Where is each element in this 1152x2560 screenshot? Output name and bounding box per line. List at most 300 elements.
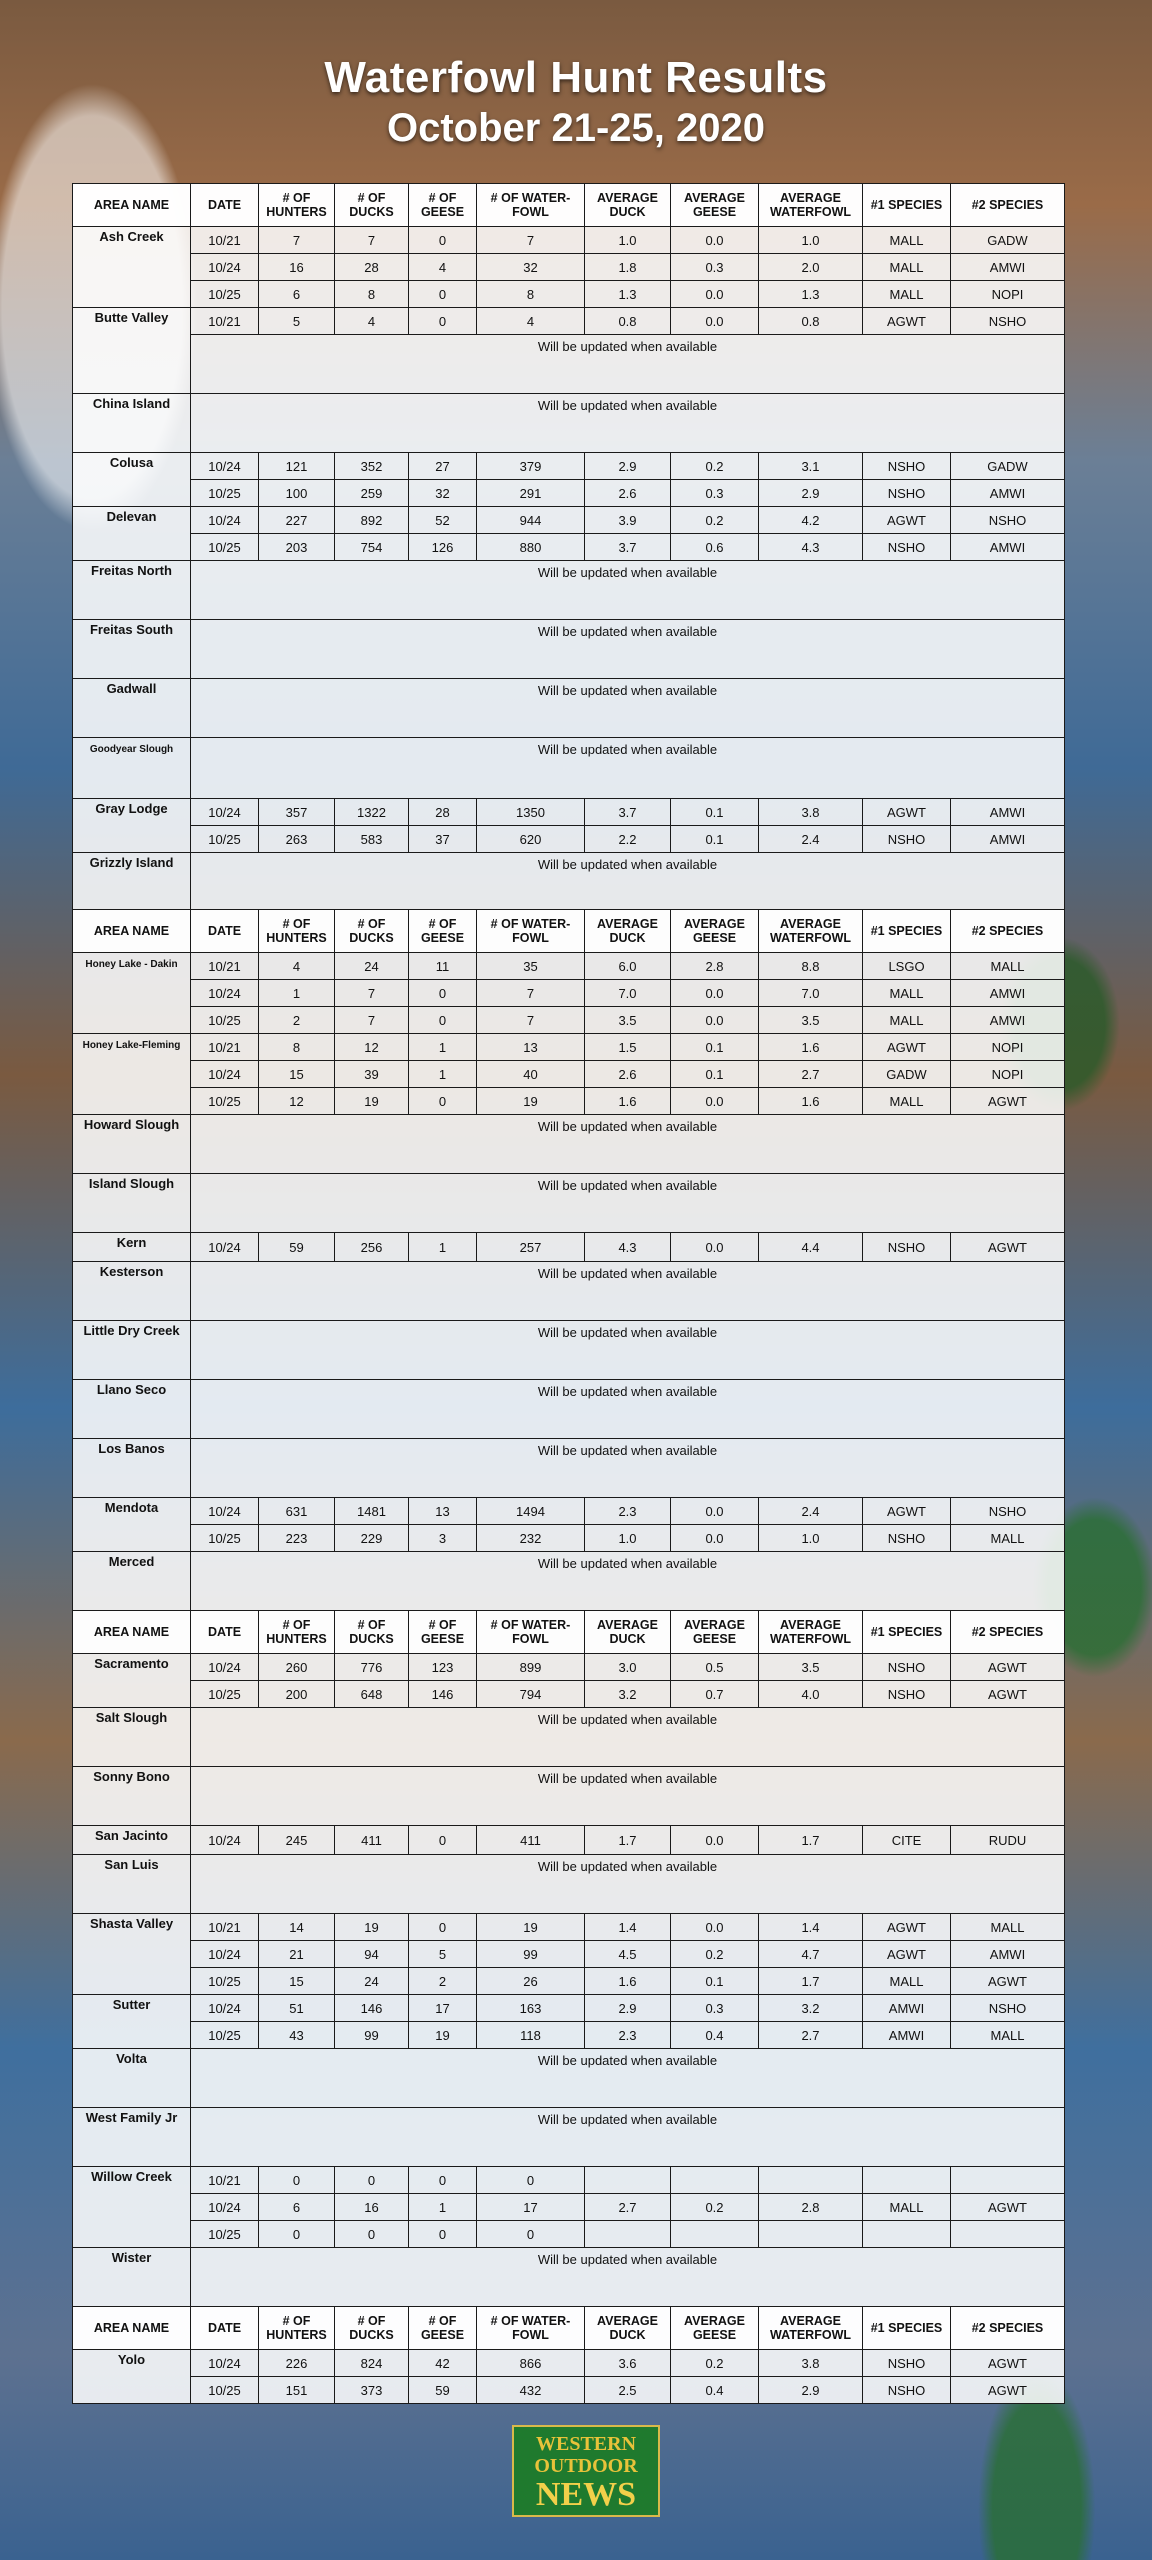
table-cell: 2.6 [585, 1061, 671, 1088]
header-row [73, 184, 1065, 227]
area-name: Mendota [73, 1498, 191, 1552]
column-header: AVERAGE DUCK [585, 910, 671, 953]
header-row [73, 1611, 1065, 1654]
table-cell: 0.0 [671, 1525, 759, 1552]
table-cell: 352 [335, 453, 409, 480]
table-row [73, 1233, 1065, 1262]
table-cell: 8 [335, 281, 409, 308]
table-cell: MALL [863, 1088, 951, 1115]
area-name: San Jacinto [73, 1826, 191, 1855]
update-row [73, 853, 1065, 910]
update-note: Will be updated when available [191, 1767, 1065, 1826]
table-row [73, 507, 1065, 534]
table-row [73, 453, 1065, 480]
table-cell: 10/24 [191, 2350, 259, 2377]
table-cell: 0 [409, 281, 477, 308]
column-header: # OF DUCKS [335, 184, 409, 227]
table-cell: 944 [477, 507, 585, 534]
table-cell: 0.0 [671, 281, 759, 308]
table-cell: 7 [335, 227, 409, 254]
table-cell: 4.4 [759, 1233, 863, 1262]
table-cell: 26 [477, 1968, 585, 1995]
column-header: AVERAGE DUCK [585, 2307, 671, 2350]
update-row [73, 1855, 1065, 1914]
table-cell: 1.0 [585, 227, 671, 254]
table-cell: 15 [259, 1968, 335, 1995]
table-cell: 32 [477, 254, 585, 281]
table-cell: 7 [335, 1007, 409, 1034]
area-name: Butte Valley [73, 308, 191, 394]
table-cell: 0.6 [671, 534, 759, 561]
header-row [73, 910, 1065, 953]
table-cell: AGWT [951, 2350, 1065, 2377]
table-cell: 880 [477, 534, 585, 561]
area-name: China Island [73, 394, 191, 453]
table-cell: 10/21 [191, 227, 259, 254]
table-cell: 824 [335, 2350, 409, 2377]
table-cell: 0.2 [671, 453, 759, 480]
table-cell: AMWI [951, 534, 1065, 561]
logo-line-2: OUTDOOR [534, 2455, 638, 2477]
table-cell: 1.8 [585, 254, 671, 281]
table-cell: 146 [335, 1995, 409, 2022]
table-row [73, 826, 1065, 853]
column-header: AREA NAME [73, 184, 191, 227]
update-row [73, 1174, 1065, 1233]
table-cell: 0 [477, 2221, 585, 2248]
table-cell: 245 [259, 1826, 335, 1855]
table-cell: 10/25 [191, 2221, 259, 2248]
table-cell: 0 [409, 1007, 477, 1034]
table-cell: 121 [259, 453, 335, 480]
table-cell [863, 2167, 951, 2194]
table-cell: 0.1 [671, 799, 759, 826]
table-row [73, 281, 1065, 308]
table-cell: 19 [335, 1088, 409, 1115]
table-cell [759, 2167, 863, 2194]
column-header: DATE [191, 2307, 259, 2350]
table-cell: 4.3 [585, 1233, 671, 1262]
table-cell: 10/25 [191, 480, 259, 507]
update-row [73, 2108, 1065, 2167]
area-name: Sacramento [73, 1654, 191, 1708]
column-header: #2 SPECIES [951, 910, 1065, 953]
table-cell: 0.5 [671, 1654, 759, 1681]
table-cell: 0.3 [671, 1995, 759, 2022]
column-header: # OF GEESE [409, 910, 477, 953]
area-name: Los Banos [73, 1439, 191, 1498]
update-note: Will be updated when available [191, 679, 1065, 738]
table-cell: 3.7 [585, 534, 671, 561]
table-cell: 0 [335, 2221, 409, 2248]
table-cell: AMWI [951, 480, 1065, 507]
table-cell: AGWT [951, 1681, 1065, 1708]
table-row [73, 534, 1065, 561]
table-cell: 4.7 [759, 1941, 863, 1968]
table-cell: 200 [259, 1681, 335, 1708]
update-note: Will be updated when available [191, 394, 1065, 453]
table-cell: 146 [409, 1681, 477, 1708]
table-cell: 379 [477, 453, 585, 480]
table-cell: LSGO [863, 953, 951, 980]
table-cell: AMWI [951, 980, 1065, 1007]
table-cell: 0 [409, 227, 477, 254]
update-row [73, 1439, 1065, 1498]
table-cell: 0 [409, 2221, 477, 2248]
update-note: Will be updated when available [191, 853, 1065, 910]
area-name: Shasta Valley [73, 1914, 191, 1995]
table-cell: 0 [409, 1088, 477, 1115]
table-cell: 6.0 [585, 953, 671, 980]
table-cell: 256 [335, 1233, 409, 1262]
table-cell [951, 2167, 1065, 2194]
column-header: # OF WATER-FOWL [477, 2307, 585, 2350]
table-cell: AGWT [863, 308, 951, 335]
table-cell: 94 [335, 1941, 409, 1968]
table-cell: 3.1 [759, 453, 863, 480]
table-cell: 1322 [335, 799, 409, 826]
area-name: Kern [73, 1233, 191, 1262]
table-cell: 118 [477, 2022, 585, 2049]
table-cell: AMWI [863, 1995, 951, 2022]
table-row [73, 980, 1065, 1007]
table-cell: 0.1 [671, 1968, 759, 1995]
table-cell: 631 [259, 1498, 335, 1525]
table-cell: 19 [477, 1088, 585, 1115]
table-cell: 2.9 [585, 453, 671, 480]
table-cell: 0.1 [671, 826, 759, 853]
table-cell: 7.0 [759, 980, 863, 1007]
table-cell: 2.2 [585, 826, 671, 853]
table-cell: 3.7 [585, 799, 671, 826]
table-cell: 0.1 [671, 1034, 759, 1061]
table-cell: AMWI [951, 1941, 1065, 1968]
table-cell: 10/24 [191, 1498, 259, 1525]
table-cell: 3.2 [759, 1995, 863, 2022]
table-cell: 59 [409, 2377, 477, 2404]
update-note: Will be updated when available [191, 2248, 1065, 2307]
table-cell: NSHO [863, 2350, 951, 2377]
area-name: Gadwall [73, 679, 191, 738]
table-cell: 0.0 [671, 1498, 759, 1525]
table-cell: 15 [259, 1061, 335, 1088]
table-cell: 7 [477, 227, 585, 254]
area-name: Yolo [73, 2350, 191, 2404]
update-note: Will be updated when available [191, 1380, 1065, 1439]
column-header: AREA NAME [73, 1611, 191, 1654]
table-cell: 1.6 [585, 1088, 671, 1115]
column-header: # OF HUNTERS [259, 184, 335, 227]
update-note: Will be updated when available [191, 1855, 1065, 1914]
table-cell: 163 [477, 1995, 585, 2022]
area-name: Sutter [73, 1995, 191, 2049]
column-header: #1 SPECIES [863, 910, 951, 953]
table-cell: 0.3 [671, 254, 759, 281]
table-cell: 1.6 [585, 1968, 671, 1995]
column-header: # OF GEESE [409, 1611, 477, 1654]
update-row [73, 335, 1065, 394]
column-header: # OF HUNTERS [259, 1611, 335, 1654]
table-cell: 2.5 [585, 2377, 671, 2404]
column-header: DATE [191, 184, 259, 227]
column-header: #2 SPECIES [951, 184, 1065, 227]
table-cell: 32 [409, 480, 477, 507]
table-cell: 59 [259, 1233, 335, 1262]
table-cell: 37 [409, 826, 477, 853]
table-cell: 0 [259, 2167, 335, 2194]
update-row [73, 738, 1065, 799]
table-cell: 3.9 [585, 507, 671, 534]
table-cell: 10/24 [191, 254, 259, 281]
table-cell: 203 [259, 534, 335, 561]
column-header: # OF HUNTERS [259, 910, 335, 953]
column-header: #1 SPECIES [863, 2307, 951, 2350]
table-cell: 35 [477, 953, 585, 980]
table-cell: 4 [335, 308, 409, 335]
table-cell: AMWI [951, 254, 1065, 281]
column-header: DATE [191, 1611, 259, 1654]
area-name: Freitas South [73, 620, 191, 679]
table-row [73, 480, 1065, 507]
table-cell [585, 2221, 671, 2248]
page-title: Waterfowl Hunt Results [324, 53, 828, 102]
table-cell: 126 [409, 534, 477, 561]
table-cell: 0.0 [671, 980, 759, 1007]
table-row [73, 2194, 1065, 2221]
table-cell: 4.3 [759, 534, 863, 561]
table-cell: 10/21 [191, 2167, 259, 2194]
column-header: # OF DUCKS [335, 2307, 409, 2350]
table-cell: 0 [409, 1914, 477, 1941]
table-cell: 10/24 [191, 980, 259, 1007]
table-cell: 0.2 [671, 507, 759, 534]
table-cell: 229 [335, 1525, 409, 1552]
table-cell: 151 [259, 2377, 335, 2404]
table-cell: 10/25 [191, 826, 259, 853]
table-row [73, 1498, 1065, 1525]
table-cell: 0.4 [671, 2022, 759, 2049]
area-name: Volta [73, 2049, 191, 2108]
table-cell: 2.3 [585, 2022, 671, 2049]
column-header: # OF WATER-FOWL [477, 910, 585, 953]
table-cell: 2.8 [759, 2194, 863, 2221]
table-cell: AMWI [951, 799, 1065, 826]
area-name: Freitas North [73, 561, 191, 620]
table-cell: 620 [477, 826, 585, 853]
table-cell: 776 [335, 1654, 409, 1681]
table-cell: 2.4 [759, 1498, 863, 1525]
table-cell: 28 [335, 254, 409, 281]
table-cell: 1 [409, 1034, 477, 1061]
update-note: Will be updated when available [191, 335, 1065, 394]
table-cell: 1481 [335, 1498, 409, 1525]
table-cell: 0 [409, 1826, 477, 1855]
update-note: Will be updated when available [191, 620, 1065, 679]
table-cell: 0.3 [671, 480, 759, 507]
table-cell: 227 [259, 507, 335, 534]
table-cell: NSHO [863, 1681, 951, 1708]
table-cell: 583 [335, 826, 409, 853]
table-cell: 0 [409, 980, 477, 1007]
table-cell: NOPI [951, 1034, 1065, 1061]
update-row [73, 1321, 1065, 1380]
table-row [73, 1681, 1065, 1708]
table-cell: 14 [259, 1914, 335, 1941]
column-header: # OF GEESE [409, 2307, 477, 2350]
table-cell: 10/25 [191, 1968, 259, 1995]
table-cell: AGWT [951, 1654, 1065, 1681]
table-cell: 17 [477, 2194, 585, 2221]
table-cell: NSHO [863, 453, 951, 480]
table-cell: 7 [335, 980, 409, 1007]
table-cell: 0.2 [671, 2194, 759, 2221]
table-cell: 10/25 [191, 1088, 259, 1115]
table-cell: 0.0 [671, 1914, 759, 1941]
table-cell: 39 [335, 1061, 409, 1088]
table-cell [671, 2167, 759, 2194]
table-cell: 13 [477, 1034, 585, 1061]
table-cell: 4 [409, 254, 477, 281]
table-cell: 40 [477, 1061, 585, 1088]
table-cell: 0.0 [671, 227, 759, 254]
table-cell: 259 [335, 480, 409, 507]
area-name: Salt Slough [73, 1708, 191, 1767]
column-header: AVERAGE GEESE [671, 2307, 759, 2350]
table-cell: 4 [259, 953, 335, 980]
title-block [0, 52, 1152, 152]
area-name: Grizzly Island [73, 853, 191, 910]
update-row [73, 1767, 1065, 1826]
table-cell: 7 [259, 227, 335, 254]
table-cell: 12 [259, 1088, 335, 1115]
table-row [73, 1088, 1065, 1115]
table-row [73, 1995, 1065, 2022]
table-cell: 51 [259, 1995, 335, 2022]
table-cell: MALL [863, 980, 951, 1007]
table-cell: 2.6 [585, 480, 671, 507]
area-name: Little Dry Creek [73, 1321, 191, 1380]
table-cell: 1.6 [759, 1088, 863, 1115]
table-cell [951, 2221, 1065, 2248]
table-cell: 2.7 [585, 2194, 671, 2221]
table-cell: 866 [477, 2350, 585, 2377]
table-cell: 411 [335, 1826, 409, 1855]
table-cell: 10/24 [191, 1941, 259, 1968]
table-cell [671, 2221, 759, 2248]
column-header: #2 SPECIES [951, 1611, 1065, 1654]
table-cell: 2 [409, 1968, 477, 1995]
table-row [73, 2377, 1065, 2404]
table-cell: 232 [477, 1525, 585, 1552]
table-cell: 754 [335, 534, 409, 561]
table-cell: 0.0 [671, 1088, 759, 1115]
column-header: AREA NAME [73, 2307, 191, 2350]
table-cell: 10/24 [191, 1061, 259, 1088]
table-row [73, 2221, 1065, 2248]
table-cell: MALL [951, 1914, 1065, 1941]
table-cell: 3.8 [759, 799, 863, 826]
table-cell: 3.2 [585, 1681, 671, 1708]
table-cell: 3.5 [759, 1007, 863, 1034]
column-header: # OF DUCKS [335, 910, 409, 953]
table-cell: 7 [477, 1007, 585, 1034]
table-cell: 24 [335, 1968, 409, 1995]
table-cell: 99 [477, 1941, 585, 1968]
table-cell: 19 [477, 1914, 585, 1941]
table-cell: 0.1 [671, 1061, 759, 1088]
table-cell: 10/24 [191, 1826, 259, 1855]
table-cell: 1.0 [585, 1525, 671, 1552]
area-name: Goodyear Slough [73, 738, 191, 799]
area-name: Delevan [73, 507, 191, 561]
area-name: West Family Jr [73, 2108, 191, 2167]
table-cell: 899 [477, 1654, 585, 1681]
update-note: Will be updated when available [191, 561, 1065, 620]
table-cell: 1 [409, 2194, 477, 2221]
table-row [73, 2022, 1065, 2049]
update-note: Will be updated when available [191, 1552, 1065, 1611]
table-row [73, 953, 1065, 980]
area-name: Merced [73, 1552, 191, 1611]
table-cell: 52 [409, 507, 477, 534]
table-cell: 12 [335, 1034, 409, 1061]
table-cell: 7 [477, 980, 585, 1007]
table-cell: 2.9 [759, 480, 863, 507]
table-row [73, 1941, 1065, 1968]
column-header: # OF HUNTERS [259, 2307, 335, 2350]
table-cell: AGWT [863, 1914, 951, 1941]
update-row [73, 1380, 1065, 1439]
column-header: AVERAGE DUCK [585, 1611, 671, 1654]
table-cell: NSHO [863, 826, 951, 853]
update-note: Will be updated when available [191, 1115, 1065, 1174]
table-cell: 19 [335, 1914, 409, 1941]
update-row [73, 620, 1065, 679]
table-cell: 892 [335, 507, 409, 534]
table-cell: AGWT [863, 799, 951, 826]
column-header: # OF DUCKS [335, 1611, 409, 1654]
area-name: Kesterson [73, 1262, 191, 1321]
page-subtitle: October 21-25, 2020 [387, 106, 765, 150]
table-cell: 10/25 [191, 1007, 259, 1034]
table-row [73, 1654, 1065, 1681]
table-row [73, 2350, 1065, 2377]
table-cell: 100 [259, 480, 335, 507]
column-header: # OF WATER-FOWL [477, 184, 585, 227]
table-cell: 16 [259, 254, 335, 281]
table-cell: 3.8 [759, 2350, 863, 2377]
table-cell: 10/25 [191, 2377, 259, 2404]
column-header: #1 SPECIES [863, 184, 951, 227]
table-cell: GADW [951, 453, 1065, 480]
table-cell: 2.9 [585, 1995, 671, 2022]
table-cell: 8 [259, 1034, 335, 1061]
table-row [73, 799, 1065, 826]
table-cell: 123 [409, 1654, 477, 1681]
table-cell: 2.7 [759, 2022, 863, 2049]
table-cell: AMWI [863, 2022, 951, 2049]
area-name: Colusa [73, 453, 191, 507]
area-name: Gray Lodge [73, 799, 191, 853]
table-row [73, 1007, 1065, 1034]
table-row [73, 2167, 1065, 2194]
table-cell: 6 [259, 281, 335, 308]
table-cell [585, 2167, 671, 2194]
table-cell: 10/24 [191, 1233, 259, 1262]
table-cell: 3 [409, 1525, 477, 1552]
column-header: # OF GEESE [409, 184, 477, 227]
table-row [73, 1914, 1065, 1941]
